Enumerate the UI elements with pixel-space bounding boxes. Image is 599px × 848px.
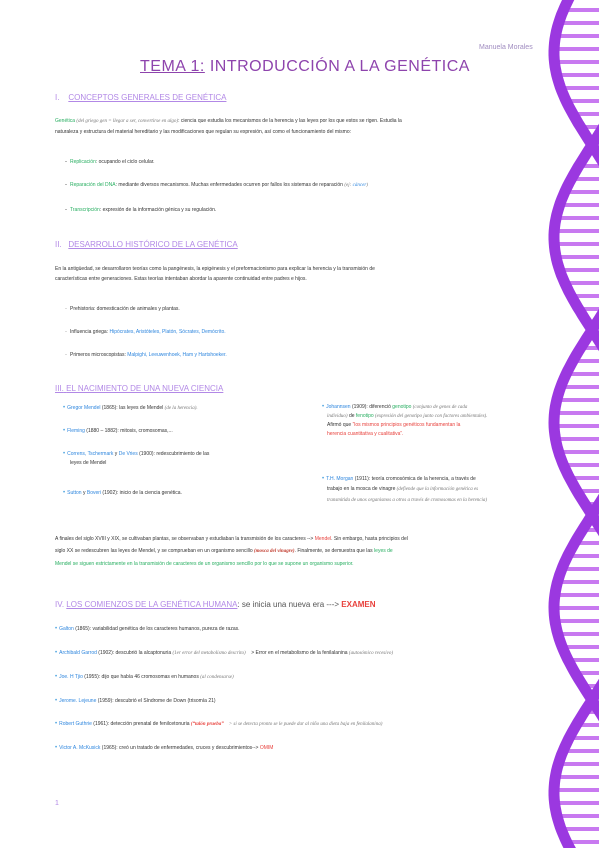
title-label: TEMA 1: (140, 58, 205, 75)
section-1-definition (55, 116, 555, 137)
item-highlight: Hipócrates, Aristóteles, Platón, Sócrates, Demócrito. (109, 329, 226, 335)
list-item: • Correns, Tschermark y De Vries (1900): redescubrimiento de las leyes de Mendel (63, 451, 210, 466)
scientist-name: Fleming (67, 428, 85, 434)
item-highlight: Malpighi, Leeuwenhoek, Ham y Hartshoeker. (127, 352, 227, 358)
item-term: Reparación del DNA (70, 182, 116, 188)
def-term: Genética (55, 118, 76, 124)
item-note: (conjunto de genes de cada (411, 405, 468, 410)
item-text: : ocupando el ciclo celular. (95, 159, 155, 165)
section-1-heading (55, 93, 226, 102)
item-text: (1955): dijo que había 46 cromosomas en humanos (82, 674, 201, 680)
item-text: (1902): inicio de la ciencia genética. (101, 490, 182, 496)
section-2-title: DESARROLLO HISTÓRICO DE LA GENÉTICA (68, 240, 238, 249)
section-3-heading (55, 384, 223, 393)
list-item: • Sutton y Boveri (1902): inicio de la ciencia genética. (63, 490, 182, 496)
item-highlight: OMIM (259, 745, 274, 751)
list-item: • Jerome. Lejeune (1959): descubrió el Síndrome de Down (trisomía 21) (55, 698, 216, 704)
connector: y (113, 451, 119, 457)
item-text: Prehistoria: domesticación de animales y plantas. (70, 306, 180, 312)
para-highlight: Mendel se siguen estrictamente en la transmisión de caracteres de un organismo sencillo por lo que se supone un organismo superior. (55, 561, 354, 567)
def-line-1: : ciencia que estudia los mecanismos de la herencia y las leyes por los que estos se rigen. Estudia la (178, 118, 402, 124)
johannsen-block: • Johannsen (1909): diferenció genotipo (conjunto de genes de cada individuo) de fenotipo (expresión del genotipo junto con factores ambientales). Afirmó que “los mismos principios genéticos fundamentan la herencia cuantitativa y cualitativa”. (322, 404, 488, 437)
morgan-block: • T.H. Morgan (1911): teoría cromosómica de la herencia, a través de trabajo en la mosca de vinagre (defiende que la información genética es transmitida de unos organismos a otros a través de cromosomas en la herencia) (322, 476, 488, 503)
section-4-title: LOS COMIENZOS DE LA GENÉTICA HUMANA (66, 600, 238, 609)
item-text: (1911): teoría cromosómica de la herencia, a través de (353, 476, 476, 482)
item-text-2: trabajo en la mosca de vinagre (327, 486, 396, 492)
scientist-name-2: De Vries (118, 451, 138, 457)
item-text: (1900): redescubrimiento de las (137, 451, 210, 457)
item-text: Primeros microscopistas: (70, 352, 128, 358)
item-note-3: (expresión del genotipo junto con factores ambientales). (373, 414, 488, 419)
list-item: · Primeros microscopistas: Malpighi, Leeuwenhoek, Ham y Hartshoeker. (65, 352, 227, 358)
para-text: . Finalmente, se demuestra que las (294, 548, 375, 554)
scientist-name: Jerome. Lejeune (59, 698, 97, 704)
connector: y (81, 490, 87, 496)
list-item: · Prehistoria: domesticación de animales y plantas. (65, 306, 180, 312)
item-text: : mediante diversos mecanismos. Muchas enfermedades ocurren por fallos los sistemas de reparación (115, 182, 343, 188)
list-item: • Archibald Garrod (1902): descubrió la alcaptonuria (1er error del metabolismo descrito) > Error en el metabolismo de la fenilalanina (autosómico recesivo) (55, 650, 394, 656)
item-text: : expresión de la información génica y su regulación. (99, 207, 217, 213)
item-extra-highlight: cáncer (352, 183, 367, 188)
para-line-1: En la antigüedad, se desarrollaron teorías como la pangénesis, la epigénesis y el preformacionismo para explicar la herencia y la transmisión de (55, 266, 375, 272)
list-item: - Transcripción: expresión de la información génica y su regulación. (65, 207, 217, 213)
section-4-heading (55, 600, 376, 609)
section-3-number: III. (55, 384, 64, 393)
section-2-number: II. (55, 240, 62, 249)
para-highlight: Mendel (314, 536, 332, 542)
item-text: (1959): descubrió el Síndrome de Down (trisomía 21) (96, 698, 216, 704)
para-text: siglo XX se redescubren las leyes de Mendel, y se comprueban en un organismo sencillo (55, 548, 254, 554)
para-line-2: características entre generaciones. Estas teorías intentaban abordar la aparente continuidad entre padres e hijos. (55, 276, 307, 282)
section-2-heading (55, 240, 238, 249)
term-genotype: genotipo (392, 404, 412, 410)
item-note: (al condensarse) (200, 675, 234, 680)
item-note: > si se detecta pronto se le puede dar al niño una dieta baja en fenilalanina) (223, 722, 383, 727)
item-note-2: (autosómico recesivo) (348, 651, 394, 656)
term-phenotype: fenotipo (355, 413, 374, 419)
item-text: (1865): variabilidad genética de los caracteres humanos, pureza de razas. (73, 626, 240, 632)
scientist-name: Robert Guthrie (59, 721, 92, 727)
list-item: • Galton (1865): variabilidad genética de los caracteres humanos, pureza de razas. (55, 626, 240, 632)
item-extra: (ej: (344, 183, 352, 188)
item-text: Influencia griega: (70, 329, 110, 335)
quote-line-2: herencia cuantitativa y cualitativa”. (327, 431, 404, 437)
scientist-name: Joe. H Tjio (59, 674, 83, 680)
item-text-2: > Error en el metabolismo de la fenilalanina (245, 650, 349, 656)
item-note: (defiende que la información genética es (395, 487, 479, 492)
scientist-name: Archibald Garrod (59, 650, 97, 656)
exam-badge: EXAMEN (341, 600, 376, 609)
section-1-title: CONCEPTOS GENERALES DE GENÉTICA (68, 93, 227, 102)
para-text: A finales del siglo XVIII y XIX, se cultivaban plantas, se observaban y estudiaban la transmisión de los caracteres --> (55, 536, 315, 542)
section-3-paragraph (55, 533, 565, 570)
def-etymology: (del griego gen = llegar a ser, convertirse en algo) (76, 119, 179, 124)
list-item: • Victor A. McKusick (1965): creó un tratado de enfermedades, cruces y descubrimientos--> OMIM (55, 745, 274, 751)
item-text: (1961): detección prenatal de fenilcetonuria (91, 721, 191, 727)
item-text: (1909): diferenció (350, 404, 393, 410)
page-number: 1 (55, 800, 59, 807)
item-text: (1902): descubrió la alcaptonuria (96, 650, 173, 656)
list-item: • Fleming (1880 – 1882): mitosis, cromosomas,... (63, 428, 173, 434)
title-text: INTRODUCCIÓN A LA GENÉTICA (209, 58, 470, 75)
scientist-name-2: Boveri (86, 490, 102, 496)
item-text-3: Afirmó que (327, 422, 353, 428)
item-note-2: individuo) (327, 414, 348, 419)
section-2-paragraph (55, 264, 555, 284)
list-item: - Replicación: ocupando el ciclo celular. (65, 159, 155, 165)
item-note: (de la herencia). (164, 406, 198, 411)
section-3-title: EL NACIMIENTO DE UNA NUEVA CIENCIA (66, 384, 224, 393)
list-item: - Reparación del DNA: mediante diversos mecanismos. Muchas enfermedades ocurren por fallos los sistemas de reparación (ej: cáncer) (65, 182, 368, 188)
para-highlight: leyes de (374, 548, 393, 554)
section-1-number: I. (55, 93, 60, 102)
item-term: Transcripción (70, 207, 100, 213)
item-text: (1880 – 1882): mitosis, cromosomas,... (84, 428, 173, 434)
def-line-2: naturaleza y estructura del material hereditario y las modificaciones que regulan su expresión, así como el funcionamiento del mismo: (55, 129, 351, 135)
scientist-name: Galton (59, 626, 74, 632)
quote-line-1: “los mismos principios genéticos fundamentan la (352, 422, 461, 428)
item-text: (1865): las leyes de Mendel (100, 405, 165, 411)
para-text: . Sin embargo, hasta principios del (331, 536, 408, 542)
item-text: (1965): creó un tratado de enfermedades, cruces y descubrimientos--> (100, 745, 260, 751)
scientist-name: Gregor Mendel (67, 405, 101, 411)
list-item: • Robert Guthrie (1961): detección prenatal de fenilcetonuria (“talón prueba” > si se detecta pronto se le puede dar al niño una dieta baja en fenilalanina) (55, 721, 383, 727)
item-text-2: leyes de Mendel (70, 460, 107, 466)
scientist-name: Johannsen (326, 404, 351, 410)
item-note-2: transmitida de unos organismos a otros a través de cromosomas en la herencia) (327, 498, 488, 503)
item-text-2: de (347, 413, 356, 419)
page-title (140, 58, 470, 76)
scientist-name: Correns, Tschermark (67, 451, 114, 457)
list-item: • Gregor Mendel (1865): las leyes de Mendel (de la herencia). (63, 405, 198, 411)
section-4-subtitle: : se inicia una nueva era ---> (237, 600, 342, 609)
author-name: Manuela Morales (479, 44, 533, 51)
item-extra-end: ) (366, 183, 368, 188)
scientist-name: Sutton (67, 490, 82, 496)
scientist-name: Victor A. McKusick (59, 745, 101, 751)
list-item: · Influencia griega: Hipócrates, Aristóteles, Platón, Sócrates, Demócrito. (65, 329, 226, 335)
list-item: • Joe. H Tjio (1955): dijo que había 46 cromosomas en humanos (al condensarse) (55, 674, 234, 680)
item-note: (1er error del metabolismo descrito) (172, 651, 246, 656)
item-highlight: (“talón prueba” (190, 722, 224, 727)
item-term: Replicación (70, 159, 96, 165)
scientist-name: T.H. Morgan (326, 476, 354, 482)
para-highlight: (mosca del vinagre) (254, 549, 295, 554)
section-4-number: IV. (55, 600, 65, 609)
